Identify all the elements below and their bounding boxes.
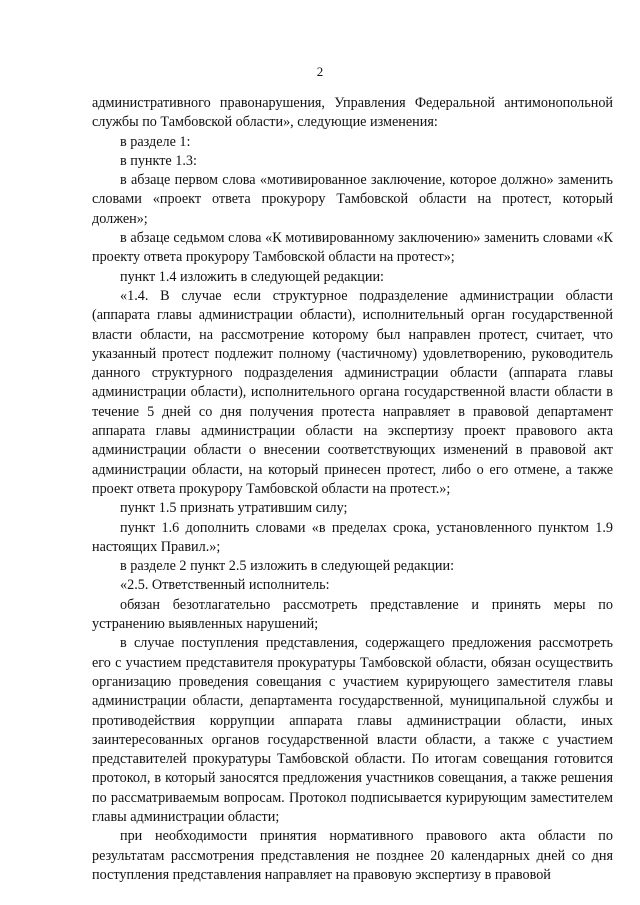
paragraph: в абзаце седьмом слова «К мотивированному заключению» заменить словами «К проекту ответа прокурору Тамбовской области на протест»; [92, 230, 613, 266]
paragraph: пункт 1.4 изложить в следующей редакции: [120, 268, 384, 285]
paragraph: в разделе 1: [120, 133, 191, 150]
paragraph: в случае поступления представления, содержащего предложения рассмотреть его с участием представителя прокуратуры Тамбовской области, обязан осуществить организацию проведения совещания с участием курирующего заместителя главы администрации области, департамента государственной, муниципальной службы и противодействия коррупции аппарата главы администрации области, иных заинтересованных органов государственной власти области, а также с участием представителей прокуратуры Тамбовской области. По итогам совещания готовится протокол, в который заносятся предложения участников совещания, а также решения по рассматриваемым вопросам. Протокол подписывается курирующим заместителем главы администрации области; [92, 635, 613, 825]
paragraph: обязан безотлагательно рассмотреть представление и принять меры по устранению выявленных нарушений; [92, 596, 613, 633]
document-body [92, 94, 613, 885]
paragraph: при необходимости принятия нормативного правового акта области по результатам рассмотрения представления не позднее 20 календарных дней со дня поступления представления направляет на правовую экспертизу в правовой [92, 828, 613, 883]
paragraph: пункт 1.5 признать утратившим силу; [120, 500, 348, 517]
paragraph: пункт 1.6 дополнить словами «в пределах срока, установленного пунктом 1.9 настоящих Правил.»; [92, 519, 613, 555]
paragraph: в пункте 1.3: [120, 152, 197, 169]
page-number: 2 [316, 64, 324, 79]
paragraph: «2.5. Ответственный исполнитель: [120, 577, 330, 594]
paragraph: «1.4. В случае если структурное подразделение администрации области (аппарата главы администрации области), исполнительный орган государственной власти области, на рассмотрение которому был направлен протест, считает, что указанный протест подлежит полному (частичному) удовлетворению, руководитель данного структурного подразделения администрации области (аппарата главы администрации области), исполнительного органа государственной власти области в течение 5 дней со дня получения протеста направляет в правовой департамент аппарата главы администрации области на экспертизу проект правового акта администрации области о внесении соответствующих изменений в правовой акт администрации области, на который принесен протест, либо о его отмене, а также проект ответа прокурору Тамбовской области на протест.»; [92, 287, 613, 497]
paragraph-continuation: административного правонарушения, Управления Федеральной антимонопольной службы по Тамбовской области», следующие изменения: [92, 95, 613, 131]
paragraph: в разделе 2 пункт 2.5 изложить в следующей редакции: [120, 558, 455, 575]
paragraph: в абзаце первом слова «мотивированное заключение, которое должно» заменить словами «проект ответа прокурору Тамбовской области на протест, который должен»; [92, 172, 613, 227]
